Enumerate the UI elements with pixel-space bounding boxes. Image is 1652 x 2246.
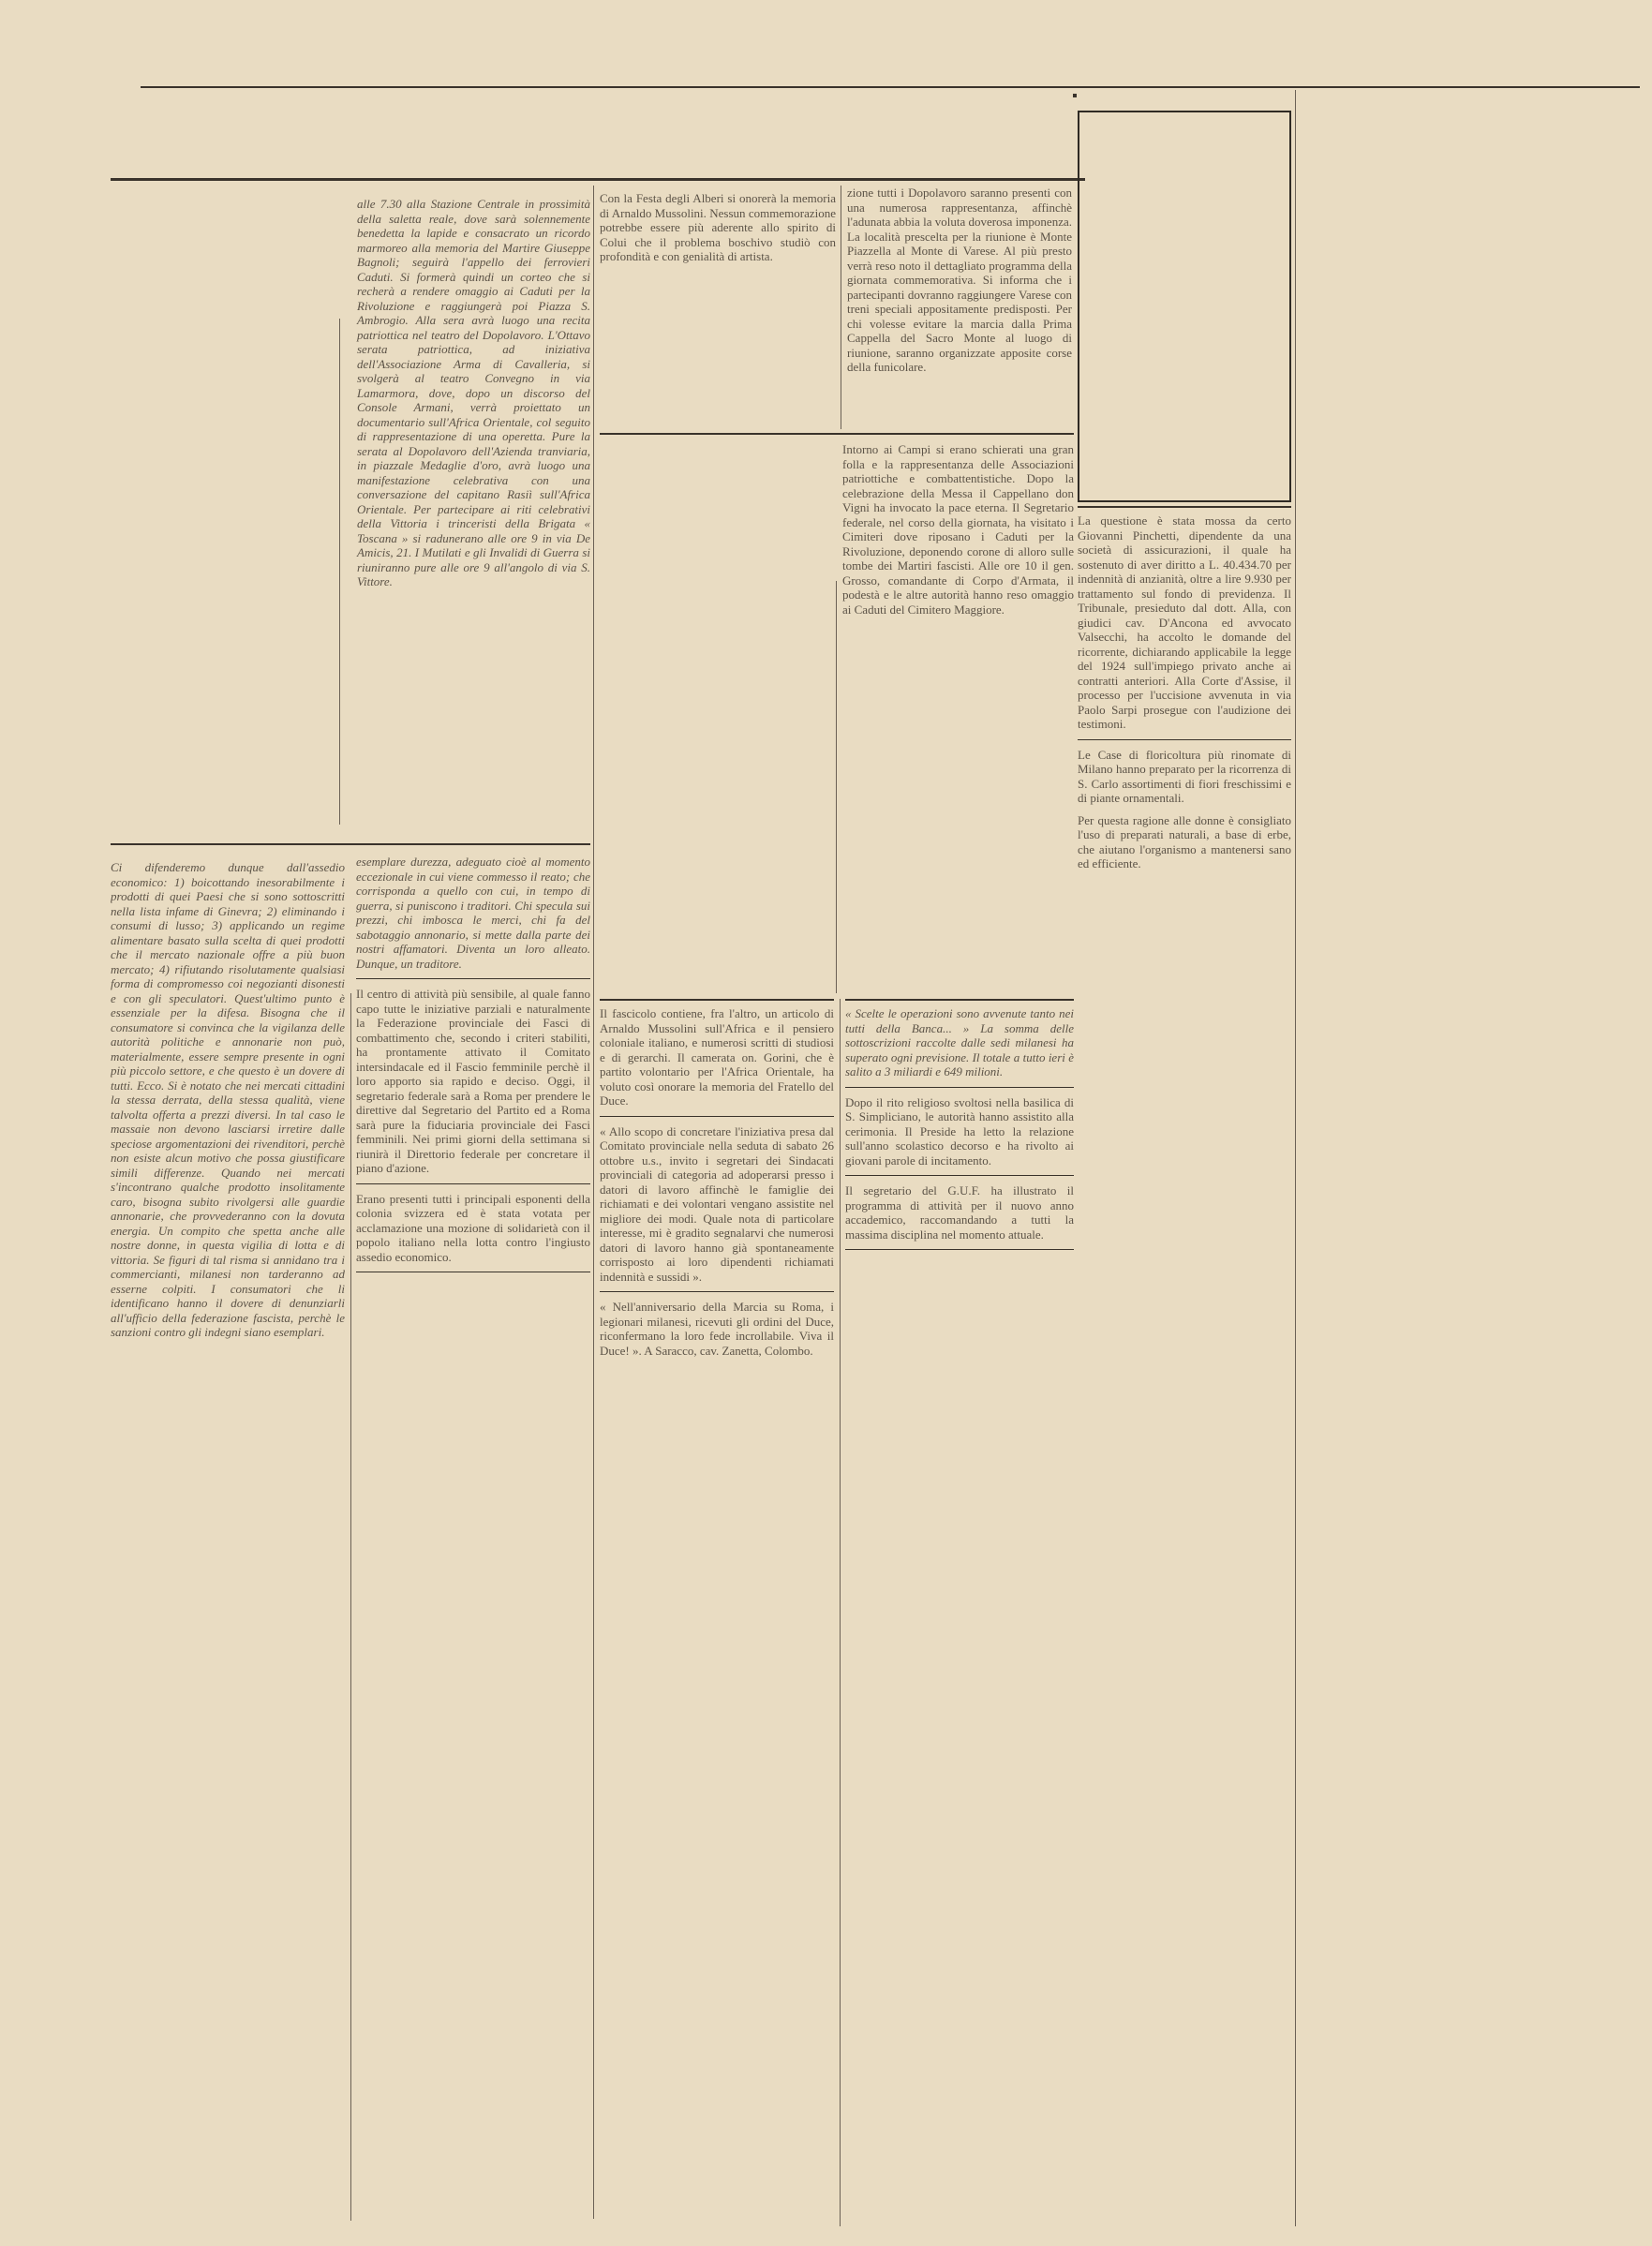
riunione-article: Ci difenderemo dunque dall'assedio economico: 1) boicottando inesorabilmente i prodotti di quei Paesi che si sono sottoscritti nella lista infame di Ginevra; 2) eliminando i consumi di lusso; 3) applicando un regime alimentare basato sulla scelta di quei prodotti che il mercato nazionale offre a più buon mercato; 4) rifiutando risolutamente qualsiasi forma di compromesso coi negozianti disonesti e con gli speculatori. Quest'ultimo punto è essenziale per la difesa. Bisogna che il consumatore si convinca che la vigilanza delle autorità politiche e annonarie non può, materialmente, essere sempre presente in ogni più piccolo settore, e che questo è un dovere di tutti. Ecco. Si è notato che nei mercati cittadini la stessa derrata, della stessa qualità, viene talvolta offerta a prezzi diversi. In tal caso le massaie non devono lasciarsi irretire dalle speciose argomentazioni dei rivenditori, perchè non esiste alcun motivo che possa giustificare simili differenze. Quando nei mercati s'incontrano qualche prodotto insolitamente caro, bisogna subito rivolgersi alle guardie annonarie, che provvederanno con la dovuta energia. Un compito che spetta anche alle nostre donne, in questa vigilia di lotta e di vittoria. Se figuri di tal risma si annidano tra i commercianti, milanesi non tarderanno ad esserne colpiti. I consumatori che li identificano hanno il dovere di denunziarli all'ufficio della federazione fascista, perchè le sanzioni contro gli indegni siano esemplari. esemplare durezza, adeguato cioè al momento eccezionale in cui viene commesso il reato; che corrisponda a quello con cui, in tempo di guerra, si puniscono i traditori. Chi specula sui prezzi, chi imbosca le merci, chi fa del sabotaggio annonario, si mette dalla parte dei nostri affamatori. Diventa un loro alleato. Dunque, un traditore. Il centro di attività più sensibile, al quale fanno capo tutte le iniziative parziali e naturalmente la Federazione provinciale dei Fasci di combattimento che, secondo i criteri stabiliti, ha prontamente attivato il Comitato intersindacale ed il Fascio femminile perchè il loro apporto sia rapido e deciso. Oggi, il segretario federale sarà a Roma per prendere le direttive dal Segretario del Partito ed a Roma sarà pure la fiduciaria provinciale dei Fasci femminili. Nei primi giorni della settimana si riunirà il Direttorio federale per concretare il piano d'azione. Erano presenti tutti i principali esponenti della colonia svizzera ed è stata votata per acclamazione una mozione di solidarietà con il popolo italiano nella lotta contro l'ingiusto assedio economico. — [111, 843, 590, 2230]
omaggio-article: Intorno ai Campi si erano schierati una gran folla e la rappresentanza delle Associazioni patriottiche e combattentistiche. Dopo la celebrazione della Messa il Cappellano don Vigni ha invocato la pace eterna. Il Segretario federale, nel corso della giornata, ha visitato i Cimiteri dove riposano i Caduti per la Rivoluzione, deponendo corone di alloro sulle tombe dei Martiri fascisti. Alle ore 10 il gen. Grosso, comandante di Corpo d'Armata, il podestà e le altre autorità hanno reso omaggio ai Caduti del Cimitero Maggiore. — [600, 433, 1074, 995]
section-title — [111, 90, 1066, 180]
stato-civile — [1078, 111, 1291, 502]
vittoria-article — [111, 186, 590, 841]
arnaldo-article: Con la Festa degli Alberi si onorerà la memoria di Arnaldo Mussolini. Nessun commemorazione potrebbe essere più aderente allo spirito di Colui che il problema boschivo studiò con profondità e con genialità di artista. — [600, 191, 836, 263]
masthead-rule — [141, 86, 1640, 88]
rendita-article: « Scelte le operazioni sono avvenute tanto nei tutti della Banca... » La somma delle sottoscrizioni raccolte dalle sedi milanesi ha superato ogni previsione. Il totale a tutto ieri è salito a 3 miliardi e 649 milioni. Dopo il rito religioso svoltosi nella basilica di S. Simpliciano, le autorità hanno assistito alla cerimonia. Il Preside ha letto la relazione sull'anno scolastico decorso e ha rivolto ai giovani parole di incitamento. Il segretario del G.U.F. ha illustrato il programma di attività per il nuovo anno accademico, raccomandando a tutti la massima disciplina nel momento attuale. — [845, 999, 1074, 2226]
gorini-article: Il fascicolo contiene, fra l'altro, un articolo di Arnaldo Mussolini sull'Africa e il pensiero coloniale italiano, e numerosi scritti di studiosi e di gerarchi. Il camerata on. Gorini, che è partito volontario per l'Africa Orientale, ha voluto così onorare la memoria del Fratello del Duce. « Allo scopo di concretare l'iniziativa presa dal Comitato provinciale nella seduta di sabato 26 ottobre u.s., invito i segretari dei Sindacati provinciali di categoria ad adoperarsi presso i datori di lavoro affinchè le famiglie dei richiamati e dei volontari vengano assistite nel migliore dei modi. Quale nota di particolare interesse, mi è gradito segnalarvi che numerosi datori di lavoro hanno già spontaneamente corrisposto ai loro dipendenti richiamati indennità e sussidi ». « Nell'anniversario della Marcia su Roma, i legionari milanesi, ricevuti gli ordini del Duce, riconfermano la loro fede incrollabile. Viva il Duce! ». A Saracco, cav. Zanetta, Colombo. — [600, 999, 834, 2226]
vittoria-body-cont: alle 7.30 alla Stazione Centrale in prossimità della saletta reale, dove sarà solennemente benedetta la lapide e consacrato un ricordo marmoreo alla memoria del Martire Giuseppe Bagnoli; seguirà l'appello dei ferrovieri Caduti. Si formerà quindi un corteo che si recherà a rendere omaggio ai Caduti per la Rivoluzione e raggiungerà poi Piazza S. Ambrogio. Alla sera avrà luogo una recita patriottica nel teatro del Dopolavoro. L'Ottavo serata patriottica, ad iniziativa dell'Associazione Arma di Cavalleria, si svolgerà al teatro Convegno in via Lamarmora, dove, dopo un discorso del Console Armani, verrà proiettato un documentario sull'Africa Orientale, col seguito di rappresentazione di una operetta. Pure la serata al Dopolavoro dell'Azienda tranviaria, in piazzale Medaglie d'oro, avrà luogo una manifestazione celebrativa con una conversazione del capitano Rasiì sull'Africa Orientale. Per partecipare ai riti celebrativi della Vittoria i trinceristi della Brigata « Toscana » si radunerano alle ore 9 in via De Amicis, 21. I Mutilati e gli Invalidi di Guerra si riuniranno pure alle ore 9 all'angolo di via S. Vittore. — [357, 197, 590, 588]
olio-ad — [1073, 94, 1077, 97]
arnaldo-cont: zione tutti i Dopolavoro saranno presenti con una numerosa rappresentanza, affinchè l'adunata abbia la voluta doverosa imponenza. La località prescelta per la riunione è Monte Piazzella al Monte di Varese. Al più presto verrà reso noto il dettagliato programma della giornata commemorativa. Si informa che i partecipanti dovranno raggiungere Varese con treni speciali appositamente predisposti. Per chi volesse evitare la marcia dalla Prima Cappella del Sacro Monte al luogo di riunione, saranno organizzate apposite corse della funicolare. — [847, 186, 1072, 374]
giudiziaria-article: La questione è stata mossa da certo Giovanni Pinchetti, dipendente da una società di assicurazioni, il quale ha sostenuto di aver diritto a L. 40.434.70 per indennità di anzianità, oltre a lire 9.930 per trattamento sul fondo di previdenza. Il Tribunale, presieduto dal dott. Alla, con giudici cav. D'Ancona ed avvocato Valsecchi, ha accolto le domande del ricorrente, dichiarando applicabile la legge del 1924 sull'impiego privato anche ai contratti anteriori. Alla Corte d'Assise, il processo per l'uccisione avvenuta in via Paolo Sarpi prosegue con l'audizione dei testimoni. Le Case di floricoltura più rinomate di Milano hanno preparato per la ricorrenza di S. Carlo assortimenti di fiori freschissimi e di piante ornamentali. Per questa ragione alle donne è consigliato l'uso di preparati naturali, a base di erbe, che aiutano l'organismo a mantenersi sano ed efficiente. — [1078, 506, 1291, 2221]
omaggio-body — [600, 442, 831, 617]
vittoria-body — [111, 197, 344, 589]
masthead — [0, 62, 1652, 82]
